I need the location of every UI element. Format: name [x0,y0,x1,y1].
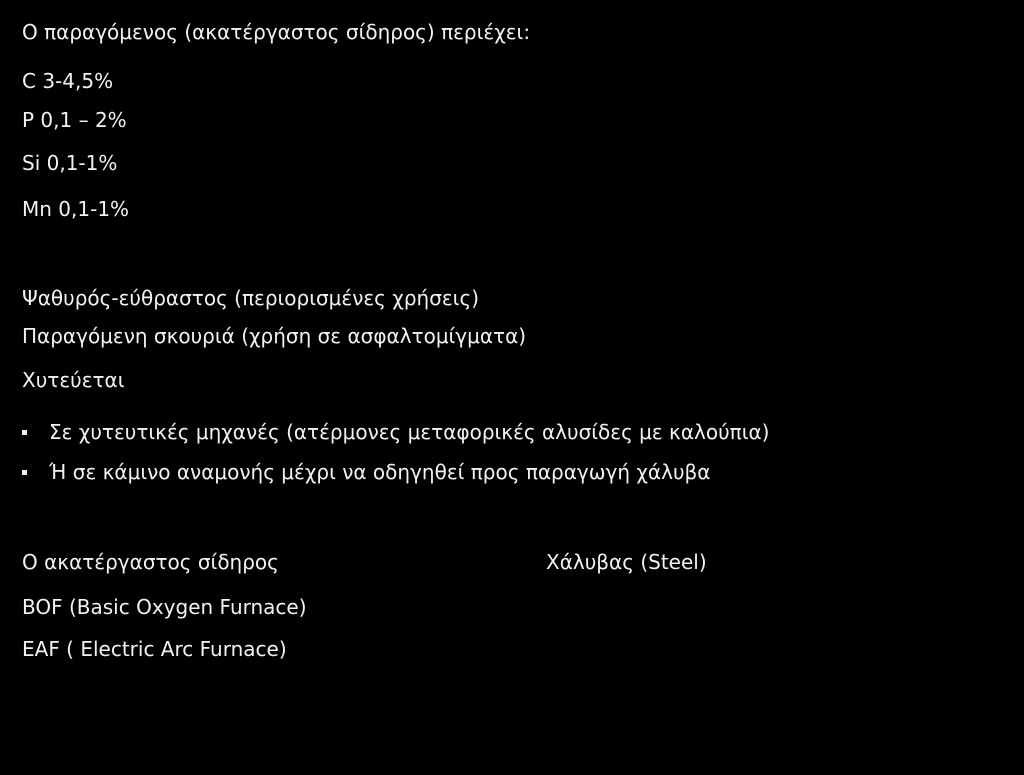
bullet-text: Σε χυτευτικές μηχανές (ατέρμονες μεταφορικές αλυσίδες με καλούπια) [49,420,770,444]
bullet-icon [22,470,27,475]
property-casting: Χυτεύεται [22,368,125,392]
conversion-eaf: EAF ( Electric Arc Furnace) [22,637,287,661]
bullet-icon [22,430,27,435]
composition-item-carbon: C 3-4,5% [22,69,114,93]
property-slag: Παραγόμενη σκουριά (χρήση σε ασφαλτομίγματα) [22,324,527,348]
composition-item-phosphorus: P 0,1 – 2% [22,108,127,132]
bullet-item-holding-furnace [22,458,710,486]
bullet-text: Ή σε κάμινο αναμονής μέχρι να οδηγηθεί προς παραγωγή χάλυβα [49,460,711,484]
conversion-bof: BOF (Basic Oxygen Furnace) [22,595,307,619]
composition-item-silicon: Si 0,1-1% [22,151,118,175]
bullet-item-casting-machines [22,418,769,446]
conversion-raw-iron: Ο ακατέργαστος σίδηρος [22,550,279,574]
composition-intro: Ο παραγόμενος (ακατέργαστος σίδηρος) περιέχει: [22,20,531,44]
property-brittle: Ψαθυρός-εύθραστος (περιορισμένες χρήσεις) [22,286,479,310]
conversion-steel-label: Χάλυβας (Steel) [546,550,707,574]
composition-item-manganese: Mn 0,1-1% [22,197,130,221]
